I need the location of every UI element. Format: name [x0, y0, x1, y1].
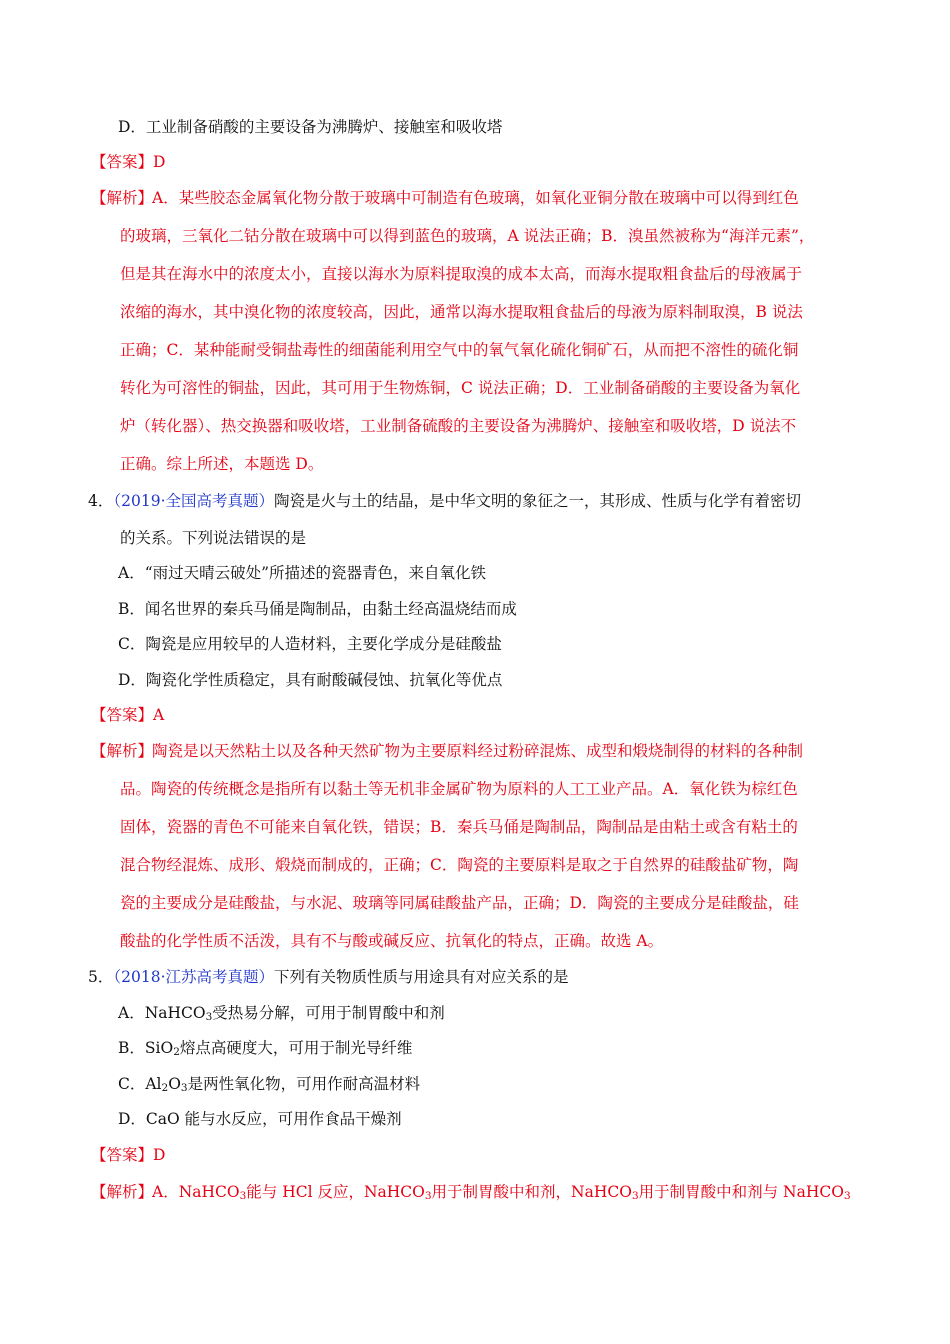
subscript: 2	[173, 1046, 180, 1058]
answer-label: 【答案】	[91, 1146, 154, 1164]
q4-analysis-line: 酸盐的化学性质不活泼，具有不与酸或碱反应、抗氧化的特点，正确。故选 A。	[120, 932, 664, 950]
answer-value: D	[153, 1146, 166, 1164]
question-stem: 陶瓷是火与土的结晶，是中华文明的象征之一，其形成、性质与化学有着密切	[274, 492, 802, 510]
subscript: 3	[424, 1190, 432, 1202]
q3-analysis-line: 正确。综上所述，本题选 D。	[120, 455, 324, 473]
answer-label: 【答案】	[91, 706, 154, 724]
subscript: 3	[205, 1011, 213, 1023]
q4-option-b: B．闻名世界的秦兵马俑是陶制品，由黏土经高温烧结而成	[118, 600, 517, 618]
q4-option-a: A．“雨过天晴云破处”所描述的瓷器青色，来自氧化铁	[118, 564, 487, 582]
q5-analysis-label: 【解析】	[91, 1183, 154, 1201]
q4-analysis-line: 品。陶瓷的传统概念是指所有以黏土等无机非金属矿物为原料的人工工业产品。A．氧化铁为棕红色	[120, 780, 798, 798]
subscript: 2	[161, 1082, 169, 1094]
q3-option-d: D．工业制备硝酸的主要设备为沸腾炉、接触室和吸收塔	[118, 118, 503, 136]
q4-option-c: C．陶瓷是应用较早的人造材料，主要化学成分是硅酸盐	[118, 635, 502, 653]
analysis-text: A．NaHCO	[152, 1183, 240, 1201]
question-stem: 下列有关物质性质与用途具有对应关系的是	[274, 968, 569, 986]
question-number: 4．	[88, 492, 114, 510]
q3-analysis-label: 【解析】	[91, 189, 154, 207]
q4-analysis-label: 【解析】	[91, 742, 154, 760]
q3-answer	[91, 151, 165, 173]
q5-option-d: D．CaO 能与水反应，可用作食品干燥剂	[118, 1110, 402, 1128]
q3-analysis-line: 但是其在海水中的浓度太小，直接以海水为原料提取溴的成本太高，而海水提取粗食盐后的母液属于	[120, 265, 803, 283]
option-text: 是两性氧化物，可用作耐高温材料	[187, 1075, 421, 1093]
subscript: 3	[843, 1190, 851, 1202]
q4-analysis-line: 固体，瓷器的青色不可能来自氧化铁，错误；B．秦兵马俑是陶制品，陶制品是由粘土或含有粘土的	[120, 818, 798, 836]
q5-option-a	[118, 1002, 445, 1028]
option-text: C．Al	[118, 1075, 162, 1093]
subscript: 3	[239, 1190, 247, 1202]
q5-stem	[88, 966, 569, 988]
q4-stem-line1	[88, 490, 801, 512]
subscript: 3	[631, 1190, 639, 1202]
q3-analysis-line: 浓缩的海水，其中溴化物的浓度较高，因此，通常以海水提取粗食盐后的母液为原料制取溴，B 说法	[120, 303, 803, 321]
subscript: 3	[180, 1082, 188, 1094]
q3-analysis-line: 转化为可溶性的铜盐，因此，其可用于生物炼铜，C 说法正确；D．工业制备硝酸的主要设备为氧化	[120, 379, 801, 397]
q5-answer	[91, 1144, 165, 1166]
analysis-text: 用于制胃酸中和剂与 NaHCO	[638, 1183, 844, 1201]
q4-analysis-line: 陶瓷是以天然粘土以及各种天然矿物为主要原料经过粉碎混炼、成型和煅烧制得的材料的各种制	[152, 742, 804, 760]
q5-option-b	[118, 1037, 412, 1063]
answer-value: D	[153, 153, 166, 171]
q3-analysis-line: A．某些胶态金属氧化物分散于玻璃中可制造有色玻璃，如氧化亚铜分散在玻璃中可以得到红色	[152, 189, 799, 207]
q3-analysis-line: 炉（转化器）、热交换器和吸收塔，工业制备硫酸的主要设备为沸腾炉、接触室和吸收塔，D 说法不	[120, 417, 797, 435]
q4-option-d: D．陶瓷化学性质稳定，具有耐酸碱侵蚀、抗氧化等优点	[118, 671, 503, 689]
q5-analysis-line	[152, 1181, 851, 1207]
option-text: 熔点高硬度大，可用于制光导纤维	[179, 1039, 413, 1057]
q3-analysis-line: 的玻璃，三氧化二钴分散在玻璃中可以得到蓝色的玻璃，A 说法正确；B．溴虽然被称为“海洋元素”，	[120, 227, 815, 245]
option-text: B．SiO	[118, 1039, 174, 1057]
option-text: 受热易分解，可用于制胃酸中和剂	[212, 1004, 445, 1022]
q3-analysis-line: 正确；C．某种能耐受铜盐毒性的细菌能利用空气中的氧气氧化硫化铜矿石，从而把不溶性的硫化铜	[120, 341, 799, 359]
option-text: A．NaHCO	[118, 1004, 206, 1022]
question-number: 5．	[88, 968, 114, 986]
q4-analysis-line: 瓷的主要成分是硅酸盐，与水泥、玻璃等同属硅酸盐产品，正确；D．陶瓷的主要成分是硅酸盐，硅	[120, 894, 799, 912]
analysis-text: 能与 HCl 反应，NaHCO	[246, 1183, 425, 1201]
answer-value: A	[153, 706, 165, 724]
q4-analysis-line: 混合物经混炼、成形、煅烧而制成的，正确；C．陶瓷的主要原料是取之于自然界的硅酸盐矿物，陶	[120, 856, 799, 874]
question-source: （2019·全国高考真题）	[113, 492, 274, 510]
q5-option-c	[118, 1073, 420, 1099]
analysis-text: 用于制胃酸中和剂，NaHCO	[431, 1183, 632, 1201]
option-text: O	[168, 1075, 181, 1093]
q4-stem-line2: 的关系。下列说法错误的是	[120, 529, 307, 547]
answer-label: 【答案】	[91, 153, 154, 171]
question-source: （2018·江苏高考真题）	[113, 968, 274, 986]
q4-answer	[91, 704, 164, 726]
